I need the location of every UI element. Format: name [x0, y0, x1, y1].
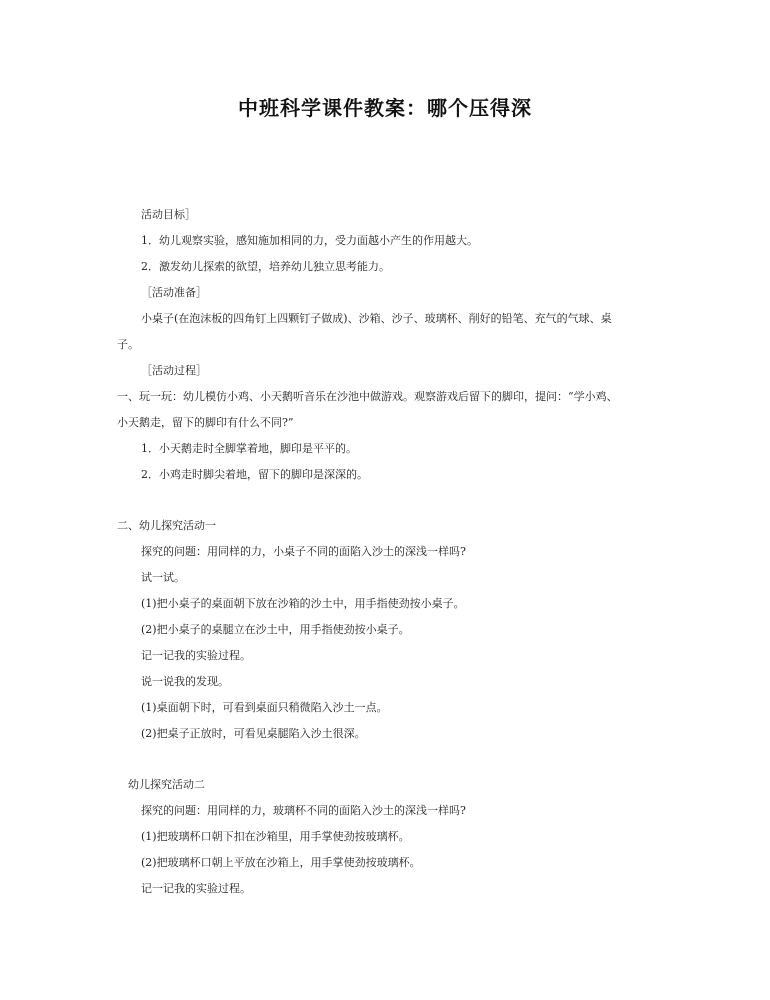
- process-part3-line: 记一记我的实验过程。: [141, 882, 251, 895]
- prep-text-continued: 子。: [117, 338, 139, 351]
- page-title: 中班科学课件教案：哪个压得深: [238, 96, 532, 120]
- process-part1-item: 1．小天鹅走时全脚掌着地，脚印是平平的。: [141, 442, 357, 455]
- process-part3-line: 探究的问题：用同样的力，玻璃杯不同的面陷入沙土的深浅一样吗?: [141, 804, 466, 817]
- goals-item: 1．幼儿观察实验，感知施加相同的力，受力面越小产生的作用越大。: [141, 234, 478, 247]
- process-part2-line: (1)桌面朝下时，可看到桌面只稍微陷入沙土一点。: [141, 701, 388, 714]
- process-part3-line: (1)把玻璃杯口朝下扣在沙箱里，用手掌使劲按玻璃杯。: [141, 830, 410, 843]
- goals-heading: 活动目标］: [141, 208, 196, 221]
- process-part2-line: 试一试。: [141, 571, 185, 584]
- process-part1-text-continued: 小天鹅走，留下的脚印有什么不同?”: [117, 416, 294, 429]
- prep-text: 小桌子(在泡沫板的四角钉上四颗钉子做成)、沙箱、沙子、玻璃杯、削好的铅笔、充气的气球、桌: [141, 312, 612, 325]
- goals-item: 2．激发幼儿探索的欲望，培养幼儿独立思考能力。: [141, 260, 390, 273]
- process-heading: ［活动过程］: [141, 364, 207, 377]
- process-part2-line: 探究的问题：用同样的力，小桌子不同的面陷入沙土的深浅一样吗?: [141, 545, 466, 558]
- process-part3-line: (2)把玻璃杯口朝上平放在沙箱上，用手掌使劲按玻璃杯。: [141, 856, 421, 869]
- process-part2-line: 说一说我的发现。: [141, 675, 229, 688]
- process-part2-line: (1)把小桌子的桌面朝下放在沙箱的沙土中，用手指使劲按小桌子。: [141, 597, 465, 610]
- process-part2-line: (2)把桌子正放时，可看见桌腿陷入沙土很深。: [141, 727, 366, 740]
- process-part1-text: 一、玩一玩：幼儿模仿小鸡、小天鹅听音乐在沙池中做游戏。观察游戏后留下的脚印，提问：“学小鸡、: [117, 390, 618, 403]
- process-part2-line: (2)把小桌子的桌腿立在沙土中，用手指使劲按小桌子。: [141, 623, 410, 636]
- process-part2-heading: 二、幼儿探究活动一: [117, 519, 216, 532]
- prep-heading: ［活动准备］: [141, 286, 207, 299]
- process-part1-item: 2．小鸡走时脚尖着地，留下的脚印是深深的。: [141, 468, 368, 481]
- process-part2-line: 记一记我的实验过程。: [141, 649, 251, 662]
- process-part3-heading: 幼儿探究活动二: [128, 778, 205, 791]
